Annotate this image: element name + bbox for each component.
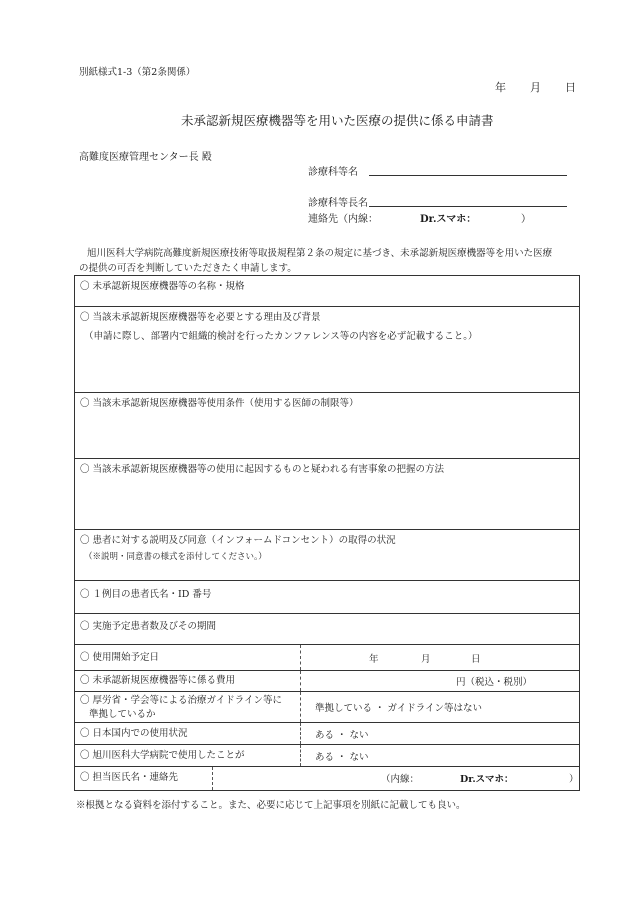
dept-head-field[interactable] xyxy=(369,206,567,207)
guideline-value[interactable]: 準拠している ・ ガイドライン等はない xyxy=(315,703,482,714)
hospital-value[interactable]: ある ・ ない xyxy=(315,752,369,763)
date-year-label: 年 xyxy=(495,81,506,94)
consent-label: 〇 患者に対する説明及び同意（インフォームドコンセント）の取得の状況 xyxy=(80,535,396,546)
domestic-label: 〇 日本国内での使用状況 xyxy=(80,728,188,739)
guideline-label-2: 準拠しているか xyxy=(89,709,156,720)
row-conditions[interactable] xyxy=(75,393,579,459)
row-doctor[interactable] xyxy=(75,767,579,790)
contact-close: ） xyxy=(521,214,531,225)
conditions-label: 〇 当該未承認新規医療機器等使用条件（使用する医師の制限等） xyxy=(80,398,359,409)
row-cost[interactable] xyxy=(75,671,579,692)
consent-note: （※説明・同意書の様式を添付してください。） xyxy=(84,552,267,562)
intro-line-2: の提供の可否を判断していただきたく申請します。 xyxy=(79,263,297,274)
planned-patients-label: 〇 実施予定患者数及びその期間 xyxy=(80,621,217,632)
column-divider xyxy=(300,692,301,722)
dept-label: 診療科等名 xyxy=(308,167,358,178)
start-year: 年 xyxy=(369,654,379,665)
intro-line-1: 旭川医科大学病院高難度新規医療技術等取扱規程第２条の規定に基づき、未承認新規医療機器等を用いた医療 xyxy=(87,248,553,259)
date-month-label: 月 xyxy=(530,81,541,94)
page-title: 未承認新規医療機器等を用いた医療の提供に係る申請書 xyxy=(181,113,494,128)
start-date-label: 〇 使用開始予定日 xyxy=(80,652,160,663)
doctor-close: ） xyxy=(569,774,579,785)
cost-label: 〇 未承認新規医療機器等に係る費用 xyxy=(80,675,236,686)
domestic-value[interactable]: ある ・ ない xyxy=(315,730,369,741)
start-month: 月 xyxy=(421,654,431,665)
hospital-label: 〇 旭川医科大学病院で使用したことが xyxy=(80,750,245,761)
application-form xyxy=(74,275,580,791)
reason-label: 〇 当該未承認新規医療機器等を必要とする理由及び背景 xyxy=(80,312,321,323)
dept-head-label: 診療科等長名 xyxy=(308,198,368,209)
column-divider xyxy=(300,745,301,766)
column-divider xyxy=(300,671,301,691)
contact-phone-label: Dr.スマホ： xyxy=(420,214,477,225)
reason-note: （申請に際し、部署内で組織的検討を行ったカンファレンス等の内容を必ず記載すること。） xyxy=(84,331,478,342)
form-code: 別紙様式1-3（第2条関係） xyxy=(79,67,196,78)
row-adverse-events[interactable] xyxy=(75,459,579,530)
column-divider xyxy=(300,723,301,744)
doctor-phone-label: Dr.スマホ： xyxy=(460,774,514,785)
first-patient-label: 〇 １例目の患者氏名・ID 番号 xyxy=(80,589,212,600)
column-divider xyxy=(212,767,213,790)
column-divider xyxy=(300,645,301,670)
device-name-label: 〇 未承認新規医療機器等の名称・規格 xyxy=(80,281,245,292)
footer-note: ※根拠となる資料を添付すること。また、必要に応じて上記事項を別紙に記載しても良い。 xyxy=(76,800,466,811)
adverse-label: 〇 当該未承認新規医療機器等の使用に起因するものと疑われる有害事象の把握の方法 xyxy=(80,464,445,475)
contact-ext-label: 連絡先（内線： xyxy=(308,214,378,225)
date-day-label: 日 xyxy=(565,81,576,94)
addressee: 高難度医療管理センター長 殿 xyxy=(79,152,212,163)
doctor-label: 〇 担当医氏名・連絡先 xyxy=(80,772,179,783)
row-consent[interactable] xyxy=(75,530,579,581)
cost-value: 円（税込・税別） xyxy=(456,677,533,688)
row-first-patient[interactable] xyxy=(75,581,579,614)
doctor-ext-label: （内線： xyxy=(381,774,420,785)
start-day: 日 xyxy=(471,654,481,665)
row-domestic-use[interactable] xyxy=(75,723,579,745)
row-hospital-use[interactable] xyxy=(75,745,579,767)
row-planned-patients[interactable] xyxy=(75,614,579,645)
row-reason[interactable] xyxy=(75,307,579,393)
dept-field[interactable] xyxy=(369,175,567,176)
row-device-name[interactable] xyxy=(75,276,579,307)
guideline-label-1: 〇 厚労省・学会等による治療ガイドライン等に xyxy=(80,695,282,706)
row-guideline[interactable] xyxy=(75,692,579,723)
row-start-date[interactable] xyxy=(75,645,579,671)
